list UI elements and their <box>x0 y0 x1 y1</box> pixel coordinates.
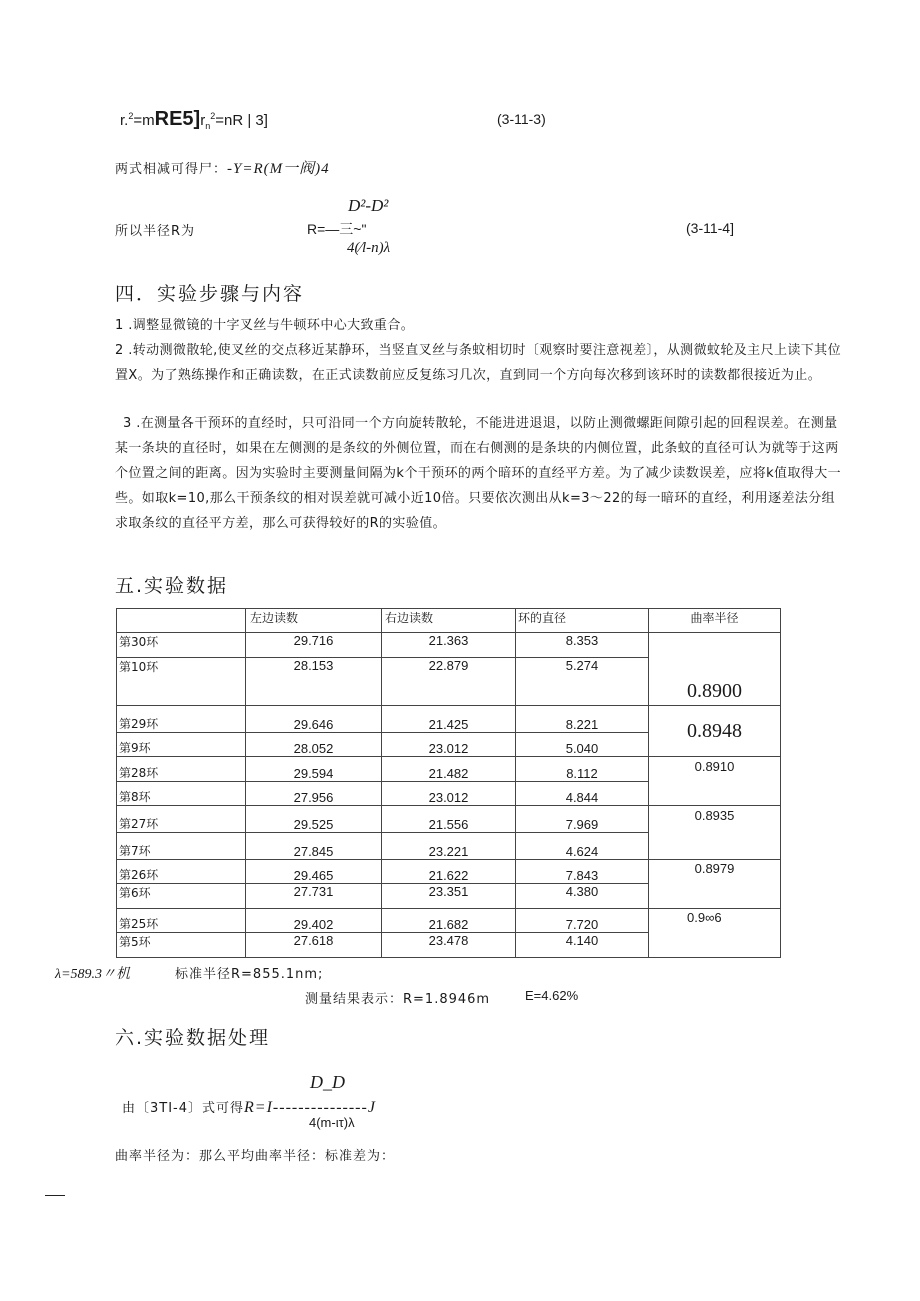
right-reading: 21.425 <box>382 706 516 733</box>
left-reading: 29.525 <box>246 806 382 833</box>
right-reading: 21.622 <box>382 860 516 884</box>
ring-label: 第29环 <box>117 706 246 733</box>
right-reading: 21.363 <box>382 633 516 658</box>
right-reading: 22.879 <box>382 658 516 706</box>
ring-diameter: 8.221 <box>516 706 649 733</box>
radius-cell <box>649 860 781 909</box>
eq-part4: =nR | 3] <box>215 112 268 129</box>
radius-value: 0.8900 <box>687 680 742 702</box>
processing-numerator: D_D <box>310 1072 345 1092</box>
ring-diameter: 4.140 <box>516 933 649 958</box>
eq-part3: r <box>200 112 206 129</box>
data-table <box>116 608 781 958</box>
eq-bold: RE5] <box>154 108 201 130</box>
processing-formula <box>122 1097 376 1117</box>
section6-title: 六.实验数据处理 <box>115 1027 271 1049</box>
table-row <box>117 806 781 833</box>
ring-label: 第10环 <box>117 658 246 706</box>
ring-diameter: 7.969 <box>516 806 649 833</box>
right-reading: 21.556 <box>382 806 516 833</box>
left-reading: 27.731 <box>246 884 382 909</box>
radius-middle: R=—三~" <box>307 221 367 237</box>
table-header-cell: 左边读数 <box>246 609 382 633</box>
equation-number-3-11-3: (3-11-3) <box>497 111 546 127</box>
ring-diameter: 4.844 <box>516 782 649 806</box>
radius-cell <box>649 806 781 860</box>
ring-diameter: 5.274 <box>516 658 649 706</box>
section5-title: 五.实验数据 <box>115 575 229 597</box>
processing-denominator: 4(m-ιτ)λ <box>309 1115 355 1130</box>
eq-sup2: 2 <box>210 111 216 121</box>
left-reading: 27.618 <box>246 933 382 958</box>
radius-cell <box>649 633 781 706</box>
ring-diameter: 7.843 <box>516 860 649 884</box>
equation-number-3-11-4: (3-11-4] <box>686 220 734 236</box>
ring-diameter: 4.624 <box>516 833 649 860</box>
ring-label: 第8环 <box>117 782 246 806</box>
right-reading: 23.351 <box>382 884 516 909</box>
subtract-formula: -Y=R(M一阀)4 <box>227 161 330 177</box>
table-header-cell <box>117 609 246 633</box>
radius-value: 0.8948 <box>687 719 742 742</box>
left-reading: 29.465 <box>246 860 382 884</box>
left-reading: 27.845 <box>246 833 382 860</box>
ring-label: 第5环 <box>117 933 246 958</box>
radius-value: 0.8910 <box>694 759 735 774</box>
ring-label: 第27环 <box>117 806 246 833</box>
ring-label: 第9环 <box>117 733 246 757</box>
processing-expression: R=I---------------J <box>244 1099 376 1116</box>
equation-3-11-3 <box>120 108 268 131</box>
table-row <box>117 909 781 933</box>
step3: 3 .在测量各干预环的直经时，只可沿同一个方向旋转散轮，不能进进退退，以防止测微螺距间隙引起的回程误差。在测量某一条块的直径时，如果在左侧测的是条纹的外侧位置，而在右侧测的是条块的内侧位置，此条蚊的直径可认为就等于这两个位置之间的距离。因为实验时主要测量间隔为k个干预环的两个暗环的直经平方差。为了减少读数误差，应将k值取得大一些。如取k=10,那么干预条纹的相对误差就可减小近10倍。只要依次测出从k=3〜22的每一暗环的直经，利用逐差法分组求取条纹的直径平方差，那么可获得较好的R的实验值。 <box>115 416 842 531</box>
ring-label: 第7环 <box>117 833 246 860</box>
radius-value: 0.8935 <box>694 808 735 823</box>
table-row <box>117 757 781 782</box>
wavelength: λ=589.3〃机 <box>55 967 131 982</box>
table-header-cell: 环的直径 <box>516 609 649 633</box>
left-reading: 29.594 <box>246 757 382 782</box>
eq-part2: =m <box>133 112 155 129</box>
section4-title: 四．实验步骤与内容 <box>115 283 305 305</box>
processing-prefix: 由〔3TI-4〕式可得 <box>122 1101 245 1116</box>
radius-cell <box>649 909 781 958</box>
radius-denominator: 4(∕l-n)λ <box>347 240 391 256</box>
right-reading: 21.682 <box>382 909 516 933</box>
ring-diameter: 7.720 <box>516 909 649 933</box>
table-header-row <box>117 609 781 633</box>
ring-label: 第28环 <box>117 757 246 782</box>
subtract-text: 两式相减可得尸： <box>115 162 228 177</box>
subtract-line <box>115 157 330 178</box>
step1: 1 .调整显微镜的十字叉丝与牛顿环中心大致重合。 <box>115 318 415 333</box>
measurement-result: 测量结果表示：R=1.8946m <box>305 992 491 1007</box>
table-header-cell: 右边读数 <box>382 609 516 633</box>
right-reading: 23.012 <box>382 782 516 806</box>
eq-part1: r. <box>120 112 129 129</box>
left-reading: 29.716 <box>246 633 382 658</box>
right-reading: 23.221 <box>382 833 516 860</box>
eq-sup1: 2 <box>128 111 134 121</box>
ring-label: 第6环 <box>117 884 246 909</box>
radius-numerator: D²-D² <box>348 196 389 215</box>
eq-sub: n <box>205 121 211 131</box>
relative-error: E=4.62% <box>525 988 579 1003</box>
ring-label: 第26环 <box>117 860 246 884</box>
radius-label: 所以半径R为 <box>115 224 196 239</box>
radius-value: 0.8979 <box>694 861 735 876</box>
ring-diameter: 8.112 <box>516 757 649 782</box>
table-row <box>117 860 781 884</box>
page-mark <box>45 1195 65 1196</box>
left-reading: 29.402 <box>246 909 382 933</box>
right-reading: 23.012 <box>382 733 516 757</box>
wavelength-note <box>55 963 130 983</box>
left-reading: 28.052 <box>246 733 382 757</box>
processing-last-line: 曲率半径为：那么平均曲率半径：标准差为： <box>115 1149 396 1164</box>
table-row <box>117 706 781 733</box>
ring-label: 第25环 <box>117 909 246 933</box>
radius-cell <box>649 706 781 757</box>
table-row <box>117 633 781 658</box>
step2: 2 .转动测微散轮,使叉丝的交点移近某静环，当竖直叉丝与条蚊相切时〔观察时要注意视差〕，从测微蚊轮及主尺上读下其位置X。为了熟练操作和正确读数，在正式读数前应反复练习几次，直到同一个方向每次移到该环时的读数都很接近为止。 <box>115 343 841 383</box>
ring-diameter: 5.040 <box>516 733 649 757</box>
ring-label: 第30环 <box>117 633 246 658</box>
right-reading: 21.482 <box>382 757 516 782</box>
left-reading: 27.956 <box>246 782 382 806</box>
ring-diameter: 4.380 <box>516 884 649 909</box>
left-reading: 28.153 <box>246 658 382 706</box>
left-reading: 29.646 <box>246 706 382 733</box>
standard-radius: 标准半径R=855.1nm; <box>175 967 324 982</box>
table-header-cell: 曲率半径 <box>649 609 781 633</box>
ring-diameter: 8.353 <box>516 633 649 658</box>
radius-value: 0.9∞6 <box>687 910 722 925</box>
radius-cell <box>649 757 781 806</box>
right-reading: 23.478 <box>382 933 516 958</box>
